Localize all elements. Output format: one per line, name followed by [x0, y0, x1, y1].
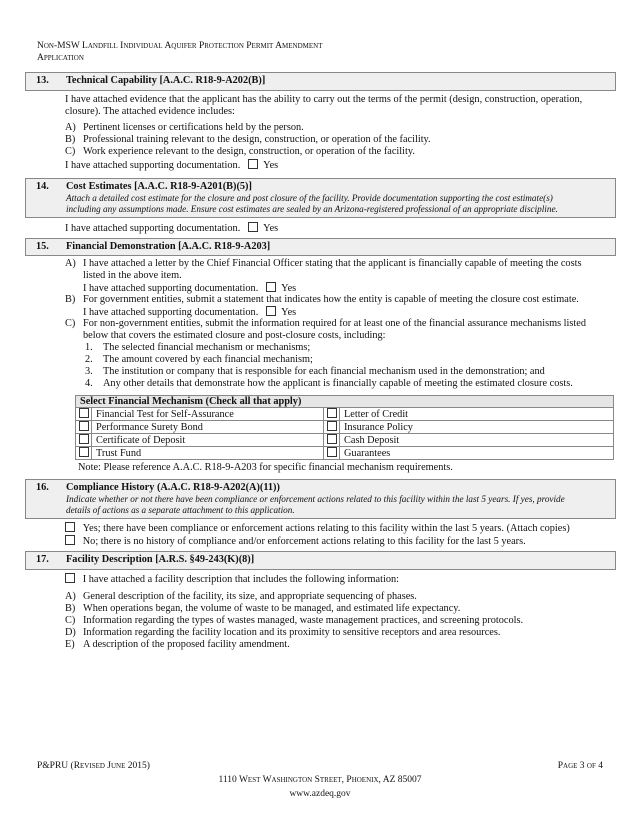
s17-item: A description of the proposed facility amendment.: [83, 639, 290, 650]
section-15-header: [25, 238, 616, 256]
section-17-header: [25, 551, 616, 570]
s13-yes-checkbox[interactable]: [248, 159, 258, 169]
attached-label: I have attached supporting documentation.: [83, 283, 259, 294]
section-16-header: [25, 479, 616, 519]
s13-item-label: A): [65, 122, 76, 133]
item-label: C): [65, 318, 76, 329]
section-instructions: including any assumptions made. Ensure cost estimates are sealed by an Arizona-registered professional of an appropriate discipline.: [66, 204, 558, 214]
option-label: Yes; there have been compliance or enforcement actions relating to this facility within the last 5 years. (Attach copies): [82, 523, 570, 534]
s15-a-text: I have attached a letter by the Chief Financial Officer stating that the applicant is financially capable of meeting the costs: [83, 258, 582, 269]
item-label: C): [65, 615, 76, 626]
section-title: Compliance History (A.A.C. R18-9-A202(A)(11)): [66, 482, 280, 493]
s15-a-yes-checkbox[interactable]: [266, 282, 276, 292]
s14-attached-row: [65, 222, 278, 234]
section-title: Financial Demonstration [A.A.C. R18-9-A203]: [66, 241, 271, 252]
item-label: A): [65, 591, 76, 602]
mechanism-checkbox[interactable]: [327, 434, 337, 444]
numbered-item: The selected financial mechanism or mechanisms;: [103, 342, 311, 353]
attached-label: I have attached supporting documentation.: [65, 160, 241, 171]
s14-yes-checkbox[interactable]: [248, 222, 258, 232]
s15-note: Note: Please reference A.A.C. R18-9-A203 for specific financial mechanism requirements.: [78, 462, 453, 473]
s15-a-text: listed in the above item.: [83, 270, 182, 281]
mechanism-label: Trust Fund: [92, 447, 324, 460]
num-label: 3.: [85, 366, 93, 377]
option-label: No; there is no history of compliance and/or enforcement actions relating to this facility for the last 5 years.: [82, 536, 526, 547]
mechanism-label: Insurance Policy: [340, 421, 614, 434]
num-label: 1.: [85, 342, 93, 353]
s16-no-row: [65, 535, 526, 547]
yes-label: Yes: [263, 160, 279, 171]
mechanism-checkbox[interactable]: [327, 408, 337, 418]
section-14-header: [25, 178, 616, 218]
item-label: A): [65, 258, 76, 269]
compliance-no-checkbox[interactable]: [65, 535, 75, 545]
section-instructions: Indicate whether or not there have been compliance or enforcement actions related to this facility within the last 5 years. If yes, provide: [66, 494, 565, 504]
item-label: E): [65, 639, 75, 650]
section-number: 15.: [36, 241, 49, 252]
s13-item-label: C): [65, 146, 76, 157]
s15-c-text: below that covers the estimated closure and post-closure costs, including:: [83, 330, 386, 341]
section-number: 17.: [36, 554, 49, 565]
item-label: B): [65, 603, 76, 614]
s15-b-yes-checkbox[interactable]: [266, 306, 276, 316]
s17-check-row: [65, 573, 399, 585]
doc-title-line1: Non-MSW Landfill Individual Aquifer Protection Permit Amendment: [37, 41, 323, 51]
mechanism-checkbox[interactable]: [79, 408, 89, 418]
s13-attached-row: [65, 159, 278, 171]
mechanism-label: Financial Test for Self-Assurance: [92, 408, 324, 421]
numbered-item: The institution or company that is responsible for each financial mechanism used in the demonstration; and: [103, 366, 545, 377]
mechanism-label: Certificate of Deposit: [92, 434, 324, 447]
s17-item: Information regarding the facility location and its proximity to sensitive receptors and area resources.: [83, 627, 501, 638]
section-number: 16.: [36, 482, 49, 493]
yes-label: Yes: [281, 283, 297, 294]
section-number: 13.: [36, 75, 49, 86]
s13-item: Work experience relevant to the design, construction, or operation of the facility.: [83, 146, 415, 157]
yes-label: Yes: [281, 307, 297, 318]
attached-label: I have attached supporting documentation.: [65, 223, 241, 234]
s15-c-text: For non-government entities, submit the information required for at least one of the financial assurance mechanisms listed: [83, 318, 586, 329]
s17-item: Information regarding the types of wastes managed, waste management practices, and screening protocols.: [83, 615, 524, 626]
footer-revision: P&PRU (Revised June 2015): [37, 761, 150, 771]
num-label: 2.: [85, 354, 93, 365]
section-instructions: details of actions as a separate attachment to this application.: [66, 505, 295, 515]
item-label: B): [65, 294, 76, 305]
numbered-item: Any other details that demonstrate how the applicant is financially capable of meeting the estimated closure costs.: [103, 378, 573, 389]
s16-yes-row: [65, 522, 570, 534]
s17-item: General description of the facility, its size, and appropriate sequencing of phases.: [83, 591, 417, 602]
section-title: Cost Estimates [A.A.C. R18-9-A201(B)(5)]: [66, 181, 252, 192]
s13-para: closure). The attached evidence includes:: [65, 106, 235, 117]
facility-description-checkbox[interactable]: [65, 573, 75, 583]
mechanism-label: Letter of Credit: [340, 408, 614, 421]
table-row: [76, 447, 614, 460]
item-label: D): [65, 627, 76, 638]
section-13-header: [25, 72, 616, 91]
section-instructions: Attach a detailed cost estimate for the closure and post closure of the facility. Provide documentation supporting the cost estimate(s): [66, 193, 553, 203]
attached-label: I have attached supporting documentation.: [83, 307, 259, 318]
financial-mechanism-table: [75, 395, 614, 460]
table-row: [76, 408, 614, 421]
section-number: 14.: [36, 181, 49, 192]
table-header: Select Financial Mechanism (Check all that apply): [76, 396, 614, 408]
mechanism-label: Guarantees: [340, 447, 614, 460]
footer-url[interactable]: www.azdeq.gov: [289, 789, 351, 799]
mechanism-checkbox[interactable]: [79, 447, 89, 457]
option-label: I have attached a facility description that includes the following information:: [82, 574, 399, 585]
s13-item: Professional training relevant to the design, construction, or operation of the facility.: [83, 134, 431, 145]
s17-item: When operations began, the volume of waste to be managed, and estimated life expectancy.: [83, 603, 461, 614]
numbered-item: The amount covered by each financial mechanism;: [103, 354, 313, 365]
footer-page-number: Page 3 of 4: [557, 761, 603, 771]
s13-item: Pertinent licenses or certifications held by the person.: [83, 122, 304, 133]
s15-b-text: For government entities, submit a statement that indicates how the entity is capable of meeting the closure cost estimate.: [83, 294, 579, 305]
doc-title-line2: Application: [37, 53, 84, 63]
mechanism-checkbox[interactable]: [327, 421, 337, 431]
s13-para: I have attached evidence that the applicant has the ability to carry out the terms of the permit (design, construction, operation,: [65, 94, 583, 105]
s15-b-attached-row: [83, 306, 296, 318]
mechanism-checkbox[interactable]: [79, 421, 89, 431]
yes-label: Yes: [263, 223, 279, 234]
section-title: Technical Capability [A.A.C. R18-9-A202(B)]: [66, 75, 266, 86]
mechanism-label: Cash Deposit: [340, 434, 614, 447]
mechanism-checkbox[interactable]: [327, 447, 337, 457]
table-row: [76, 421, 614, 434]
compliance-yes-checkbox[interactable]: [65, 522, 75, 532]
mechanism-checkbox[interactable]: [79, 434, 89, 444]
s15-a-attached-row: [83, 282, 296, 294]
table-row: [76, 434, 614, 447]
section-title: Facility Description [A.R.S. §49-243(K)(8)]: [66, 554, 255, 565]
footer-address: 1110 West Washington Street, Phoenix, AZ 85007: [218, 775, 422, 785]
s13-item-label: B): [65, 134, 76, 145]
mechanism-label: Performance Surety Bond: [92, 421, 324, 434]
num-label: 4.: [85, 378, 93, 389]
